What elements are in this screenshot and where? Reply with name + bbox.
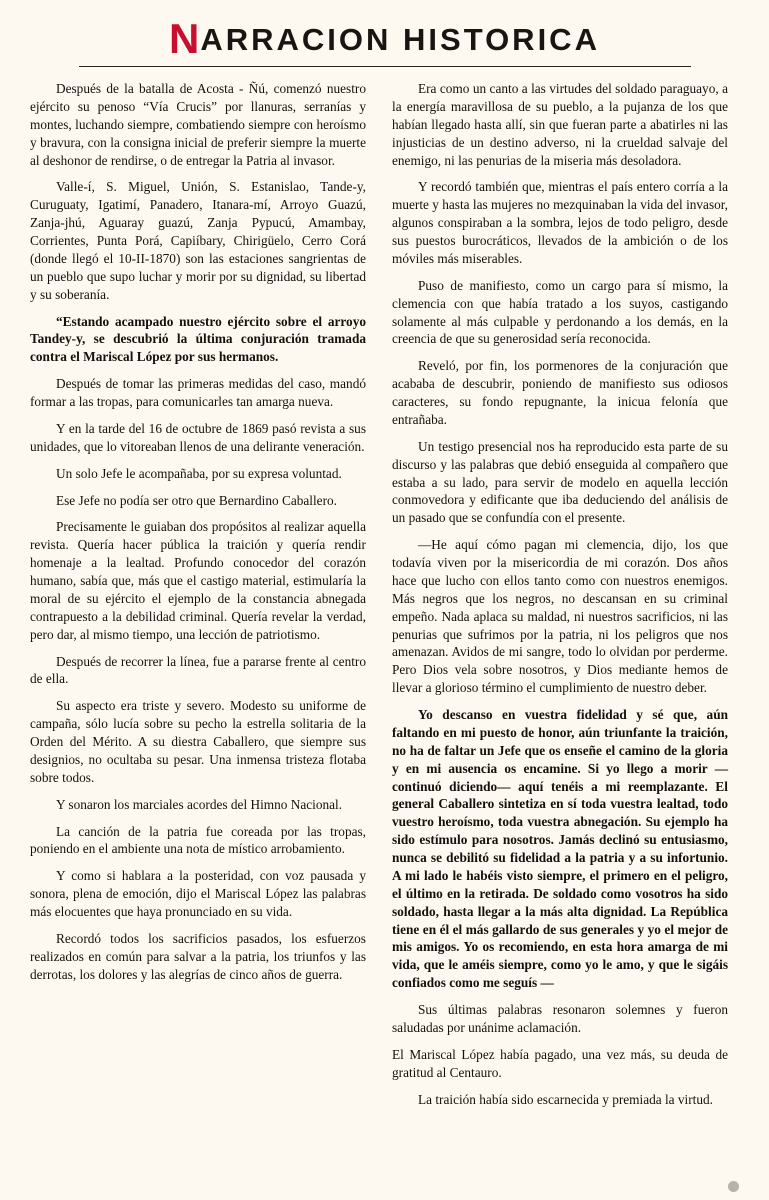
left-paragraph: Y como si hablara a la posteridad, con voz pausada y sonora, plena de emoción, dijo el Mariscal López las palabras más elocuentes que haya pronunciado en su vida. xyxy=(30,868,366,919)
page-marker-dot xyxy=(728,1181,739,1192)
left-paragraph: Después de recorrer la línea, fue a pararse frente al centro de ella. xyxy=(30,653,366,687)
page-header xyxy=(0,0,769,73)
title-divider xyxy=(79,66,691,67)
left-paragraph: Un solo Jefe le acompañaba, por su expresa voluntad. xyxy=(56,465,342,481)
left-paragraph: Su aspecto era triste y severo. Modesto su uniforme de campaña, sólo lucía sobre su pecho la estrella solitaria de la Orden del Mérito. A su diestra Caballero, que siempre sus designios, no ocultaba su pesar. Una inmensa tristeza flotaba sobre todos. xyxy=(30,698,366,785)
right-paragraph: Reveló, por fin, los pormenores de la conjuración que acababa de descubrir, poniendo de manifiesto sus odiosos caracteres, su fondo repugnante, la inicua felonía que entrañaba. xyxy=(392,358,728,427)
right-paragraph: Era como un canto a las virtudes del soldado paraguayo, a la energía maravillosa de su pueblo, a la pujanza de los que habían llegado hasta allí, sin que fueran parte a abatirles ni las injusticias de un destino adverso, ni la crueldad salvaje del enemigo, ni las penurias de la miseria más desoladora. xyxy=(392,81,728,168)
left-paragraph: Y sonaron los marciales acordes del Himno Nacional. xyxy=(56,796,343,812)
page-title xyxy=(169,15,600,62)
right-paragraph: La traición había sido escarnecida y premiada la virtud. xyxy=(418,1091,713,1107)
left-paragraph: Valle-í, S. Miguel, Unión, S. Estanislao, Tande-y, Curuguaty, Igatimí, Panadero, Itanara-mí, Arroyo Guazú, Zanja-jhú, Aguaray guazú, Zanja Pypucú, Amambay, Corrientes, Punta Porá, Capiíbary, Chirigüelo, Cerro Corá (donde llegó el 10-II-1870) son las estaciones sangrientas de un pueblo que supo luchar y morir por su dignidad, su libertad y su soberanía. xyxy=(30,179,366,302)
left-column xyxy=(30,80,366,1176)
right-paragraph: Yo descanso en vuestra fidelidad y sé que, aún faltando en mi puesto de honor, aún triunfante la traición, no ha de faltar un Jefe que os enseñe el camino de la gloria y en mi ausencia os encamine. Si yo llego a morir —continuó diciendo— aquí tenéis a mi reemplazante. El general Caballero sintetiza en sí toda vuestra lealtad, todo vuestro heroísmo, toda vuestra abnegación. Su ejemplo ha sido estímulo para nosotros. Jamás declinó su entusiasmo, nunca se debilitó su fidelidad a la patria y a su infortunio. A mi lado le habéis visto siempre, el primero en el peligro, el último en la retirada. De soldado como vosotros ha sido soldado, hasta llegar a la más alta dignidad. La República tiene en él el más gallardo de sus generales y yo el mejor de mis amigos. Yo os recomiendo, en esta hora amarga de mi vida, que le améis siempre, como yo le amo, y que le sigáis confiados como me seguís — xyxy=(392,707,728,991)
drop-cap: N xyxy=(169,15,201,62)
left-paragraph: Recordó todos los sacrificios pasados, los esfuerzos realizados en común para salvar a la patria, los triunfos y las derrotas, los dolores y las alegrías de cinco años de guerra. xyxy=(30,930,366,982)
left-paragraph: Ese Jefe no podía ser otro que Bernardino Caballero. xyxy=(56,492,337,508)
right-paragraph: El Mariscal López había pagado, una vez más, su deuda de gratitud al Centauro. xyxy=(392,1046,728,1080)
left-paragraph: Después de la batalla de Acosta - Ñú, comenzó nuestro ejército su penoso “Vía Crucis” por llanuras, serranías y montes, luchando siempre, combatiendo siempre con heroísmo y bravura, con la consigna inicial de preferir siempre la muerte al deshonor de rendirse, o de entregar la Patria al invasor. xyxy=(30,81,366,168)
page-title-text: ARRACION HISTORICA xyxy=(200,22,600,57)
right-paragraph: Un testigo presencial nos ha reproducido esta parte de su discurso y las palabras que debió enseguida al compañero que estaba a su lado, para servir de modelo en aquella lección conmovedora y edificante que iba deduciendo del análisis de un pasado que se confundía con el presente. xyxy=(392,438,728,526)
left-paragraph: Después de tomar las primeras medidas del caso, mandó formar a las tropas, para comunicarles tan amarga nueva. xyxy=(30,376,366,409)
right-column xyxy=(392,80,728,1176)
left-paragraph: Precisamente le guiaban dos propósitos al realizar aquella revista. Quería hacer pública la traición y quería rendir homenaje a la lealtad. Profundo conocedor del corazón humano, sabía que, más que el castigo material, estimularía la moral de su ejército el ejemplo de la constancia abnegada contrapuesto a la debilidad criminal. Quería revelar la verdad, pero dar, al mismo tiempo, una lección de patriotismo. xyxy=(30,519,366,642)
left-paragraph: “Estando acampado nuestro ejército sobre el arroyo Tandey-y, se descubrió la última conjuración tramada contra el Mariscal López por sus hermanos. xyxy=(30,313,366,365)
right-paragraph: Puso de manifiesto, como un cargo para sí mismo, la clemencia con que había tratado a los suyos, castigando solamente al más culpable y perdonando a los demás, en la creencia de que su generosidad sería reconocida. xyxy=(392,277,728,347)
right-paragraph: Y recordó también que, mientras el país entero corría a la muerte y hasta las mujeres no mezquinaban la vida del invasor, algunos conspiraban a la sombra, lejos de todo peligro, desde sus puestos burocráticos, llevados de la ambición o de los móviles más miserables. xyxy=(392,179,728,266)
right-paragraph: Sus últimas palabras resonaron solemnes y fueron saludadas por unánime aclamación. xyxy=(392,1002,728,1035)
left-paragraph: La canción de la patria fue coreada por las tropas, poniendo en el ambiente una nota de místico arrobamiento. xyxy=(30,823,366,857)
left-paragraph: Y en la tarde del 16 de octubre de 1869 pasó revista a sus unidades, que lo vitoreaban llenos de una delirante veneración. xyxy=(30,420,366,454)
article-body xyxy=(30,80,739,1176)
right-paragraph: —He aquí cómo pagan mi clemencia, dijo, los que todavía viven por la misericordia de mi corazón. Dos años hace que lucho con ellos tanto como con nuestros enemigos. Más negros que los negros, no descansan en su criminal empeño. Nada aplaca su maldad, ni nuestros sacrificios, ni las penurias que sufrimos por la patria, ni los peligros que nos amenazan. Avidos de mi sangre, todo lo olvidan por perderme. Pero Dios vela sobre nosotros, y Dios mediante hemos de llevar a glorioso término el cumplimiento de nuestro deber. xyxy=(392,537,728,696)
